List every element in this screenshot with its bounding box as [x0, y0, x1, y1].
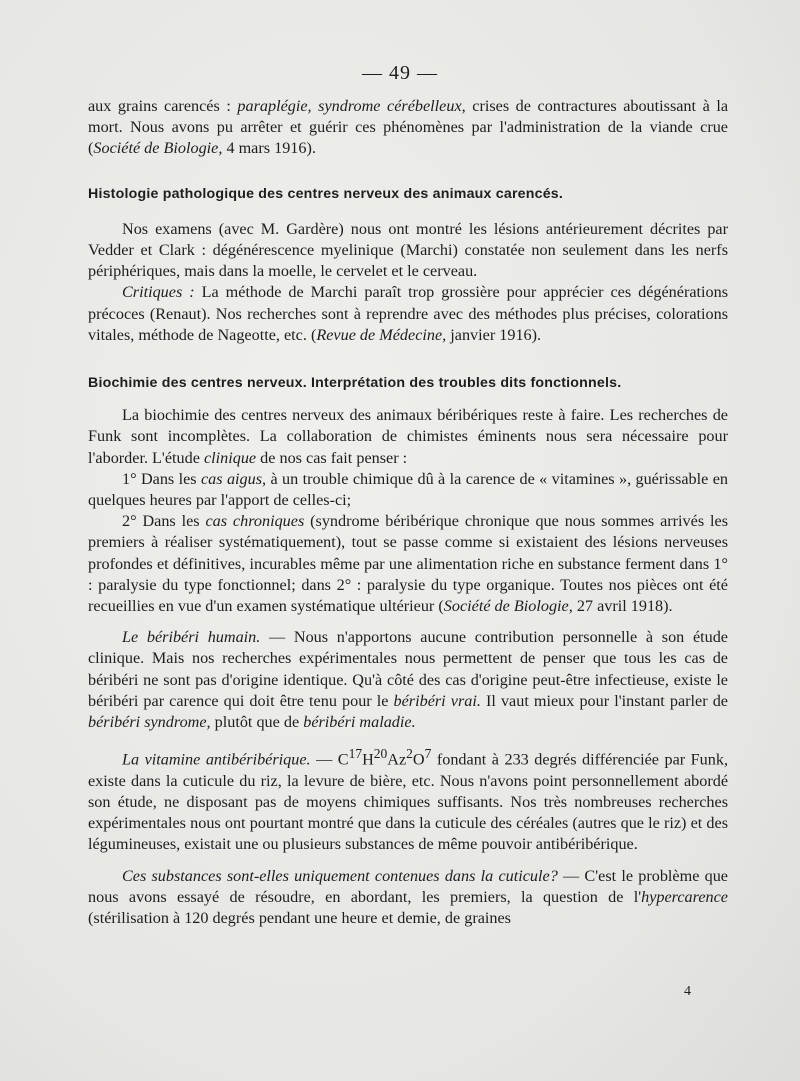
- body-text: [88, 96, 728, 929]
- list-item: 2° Dans les cas chroniques (syndrome béribérique chronique que nous sommes arrivés les premiers à réaliser systématiquement), tout se passe comme si existaient des lésions nerveuses profondes et définitives, incurables même par une alimentation riche en substance ferment dans 1° : paralysie du type fonctionnel; dans 2° : paralysie du type organique. Toutes nos pièces ont été recueillies en vue d'un examen systématique ultérieur (Société de Biologie, 27 avril 1918).: [88, 512, 728, 616]
- paragraph: aux grains carencés : paraplégie, syndrome cérébelleux, crises de contractures aboutissant à la mort. Nous avons pu arrêter et guérir ces phénomènes par l'administration de la viande crue (Société de Biologie, 4 mars 1916).: [88, 97, 729, 158]
- paragraph: Nos examens (avec M. Gardère) nous ont montré les lésions antérieurement décrites par Vedder et Clark : dégénérescence myelinique (Marchi) constatée non seulement dans les nerfs périphériques, mais dans la moelle, le cervelet et le cerveau.: [88, 219, 728, 281]
- paragraph: La vitamine antibéribérique. — $C^{17}H^{20}Az^2O^7$ fondant à 233 degrés différenciée par Funk, existe dans la cuticule du riz, la levure de bière, etc. Nous n'avons point personnellement abordé son étude, ne disposant pas de moyens chimiques suffisants. Nos très nombreuses recherches expérimentales nous ont pourtant montré que dans la cuticule des céréales (autres que le riz) et des légumineuses, existait une ou plusieurs substances de même pouvoir antibéribérique.: [88, 746, 728, 854]
- paragraph: La biochimie des centres nerveux des animaux béribériques reste à faire. Les recherches de Funk sont incomplètes. La collaboration de chimistes éminents nous sera nécessaire pour l'aborder. L'étude clinique de nos cas fait penser :: [88, 406, 728, 467]
- signature-mark: 4: [684, 984, 691, 999]
- section-heading-histologie: Histologie pathologique des centres nerveux des animaux carencés.: [88, 185, 564, 202]
- paragraph: Ces substances sont-elles uniquement contenues dans la cuticule? — C'est le problème que nous avons essayé de résoudre, en abordant, les premiers, la question de l'hypercarence (stérilisation à 120 degrés pendant une heure et demie, de graines: [88, 866, 728, 928]
- list-item: 1° Dans les cas aigus, à un trouble chimique dû à la carence de « vitamines », guérissable en quelques heures par l'apport de celles-ci;: [88, 469, 728, 510]
- paragraph: Le béribéri humain. — Nous n'apportons aucune contribution personnelle à son étude clinique. Mais nos recherches expérimentales nous permettent de penser que tous les cas de béribéri ne sont pas d'origine identique. Qu'à côté des cas d'origine peut-être infectieuse, existe le béribéri par carence qui doit être tenu pour le béribéri vrai. Il vaut mieux pour l'instant parler de béribéri syndrome, plutôt que de béribéri maladie.: [88, 628, 728, 732]
- paragraph: Critiques : La méthode de Marchi paraît trop grossière pour apprécier ces dégénérations précoces (Renaut). Nos recherches sont à reprendre avec des méthodes plus précises, colorations vitales, méthode de Nageotte, etc. (Revue de Médecine, janvier 1916).: [88, 283, 729, 344]
- section-heading-biochimie: Biochimie des centres nerveux. Interprétation des troubles dits fonctionnels.: [88, 375, 622, 392]
- page-number: — 49 —: [362, 62, 438, 84]
